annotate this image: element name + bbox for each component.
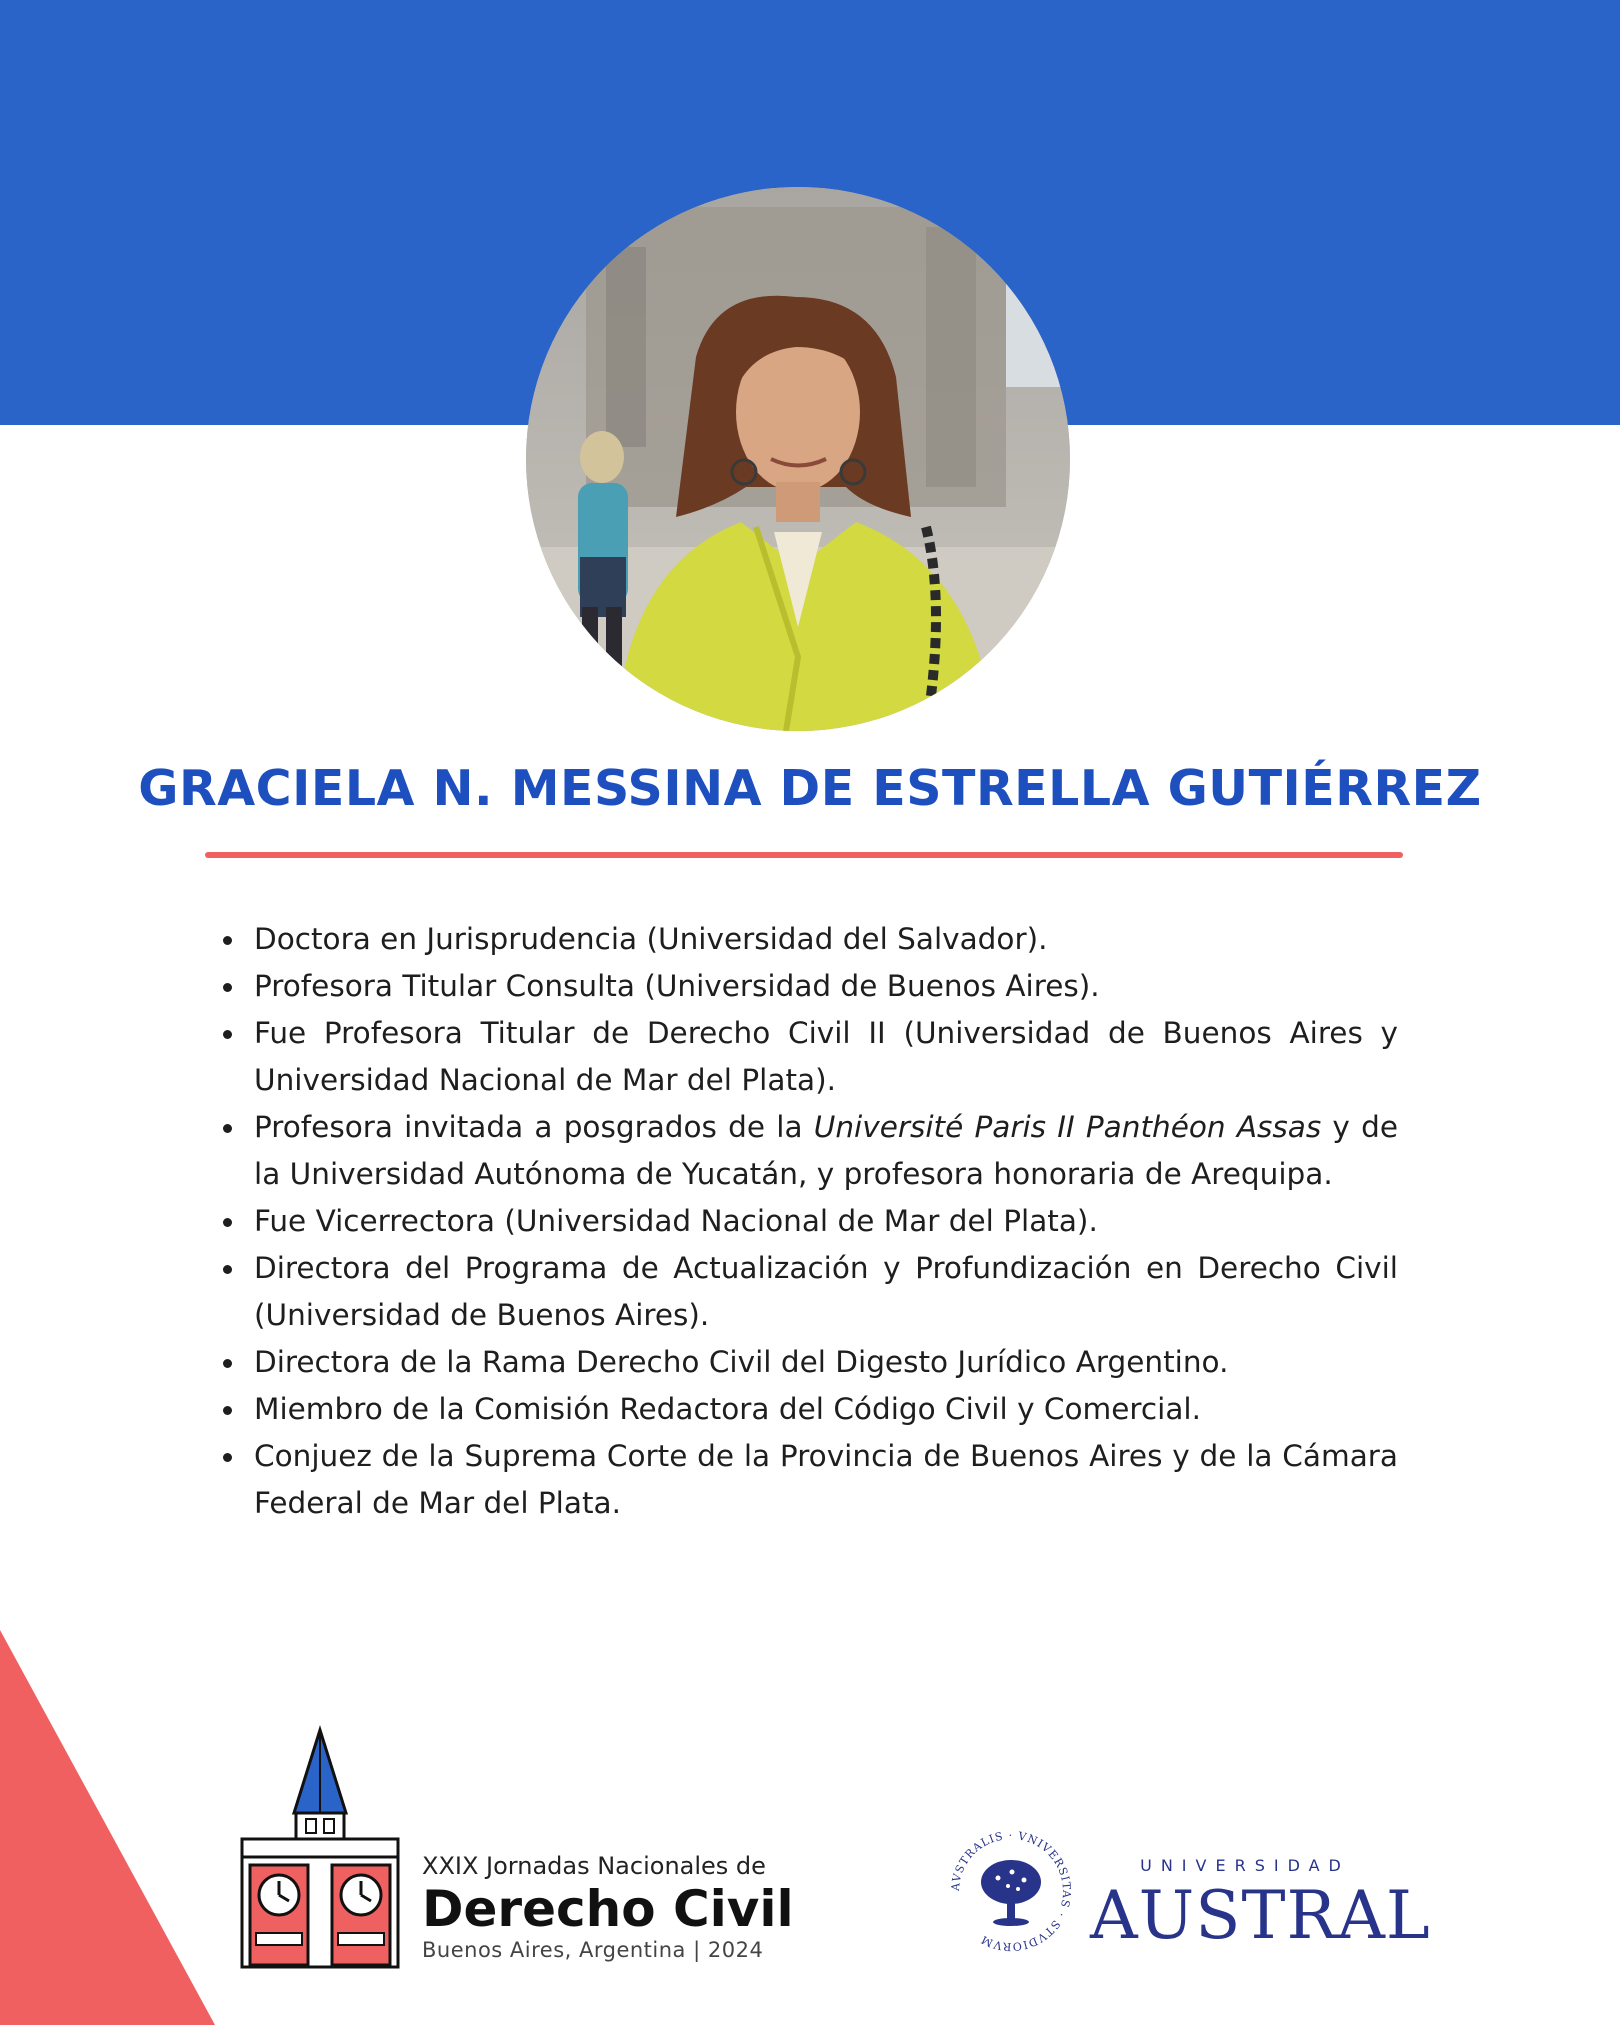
austral-seal-logo (946, 1826, 1076, 1956)
bio-text: Fue Vicerrectora (Universidad Nacional de Mar del Plata). (254, 1204, 1098, 1238)
seal-text: AVSTRALIS · VNIVERSITAS · STVDIORVM (948, 1828, 1074, 1954)
bio-item (254, 916, 1398, 963)
clock-tower-logo (238, 1725, 403, 1970)
bio-text: Miembro de la Comisión Redactora del Código Civil y Comercial. (254, 1392, 1201, 1426)
bio-item (254, 1010, 1398, 1104)
bio-text: Directora del Programa de Actualización y Profundización en Derecho Civil (Universidad de Buenos Aires). (254, 1251, 1398, 1332)
bio-text: Directora de la Rama Derecho Civil del Digesto Jurídico Argentino. (254, 1345, 1229, 1379)
bio-list (254, 916, 1398, 1527)
bio-text: Profesora invitada a posgrados de la (254, 1110, 814, 1144)
portrait-photo (526, 187, 1070, 731)
bio-text: Fue Profesora Titular de Derecho Civil II (Universidad de Buenos Aires y Universidad Nacional de Mar del Plata). (254, 1016, 1398, 1097)
bio-text: y de la Universidad Autónoma de Yucatán, y profesora honoraria de Arequipa. (254, 1110, 1398, 1191)
event-subtitle: XXIX Jornadas Nacionales de (422, 1852, 766, 1880)
divider-line (205, 852, 1403, 858)
corner-triangle (0, 1630, 215, 2025)
bio-item (254, 1433, 1398, 1527)
bio-item (254, 963, 1398, 1010)
event-location-year: Buenos Aires, Argentina | 2024 (422, 1938, 764, 1962)
bio-item (254, 1386, 1398, 1433)
university-label-small: UNIVERSIDAD (1140, 1856, 1350, 1875)
bio-text-italic: Université Paris II Panthéon Assas (813, 1110, 1322, 1144)
bio-item (254, 1245, 1398, 1339)
university-label-big: AUSTRAL (1090, 1877, 1431, 1954)
bio-item (254, 1198, 1398, 1245)
profile-name: GRACIELA N. MESSINA DE ESTRELLA GUTIÉRREZ (138, 760, 1482, 817)
bio-text: Doctora en Jurisprudencia (Universidad del Salvador). (254, 922, 1048, 956)
bio-item (254, 1339, 1398, 1386)
bio-text: Conjuez de la Suprema Corte de la Provincia de Buenos Aires y de la Cámara Federal de Mar del Plata. (254, 1439, 1398, 1520)
bio-text: Profesora Titular Consulta (Universidad de Buenos Aires). (254, 969, 1100, 1003)
event-title: Derecho Civil (422, 1880, 794, 1938)
event-title-block (422, 1852, 794, 1962)
bio-item (254, 1104, 1398, 1198)
